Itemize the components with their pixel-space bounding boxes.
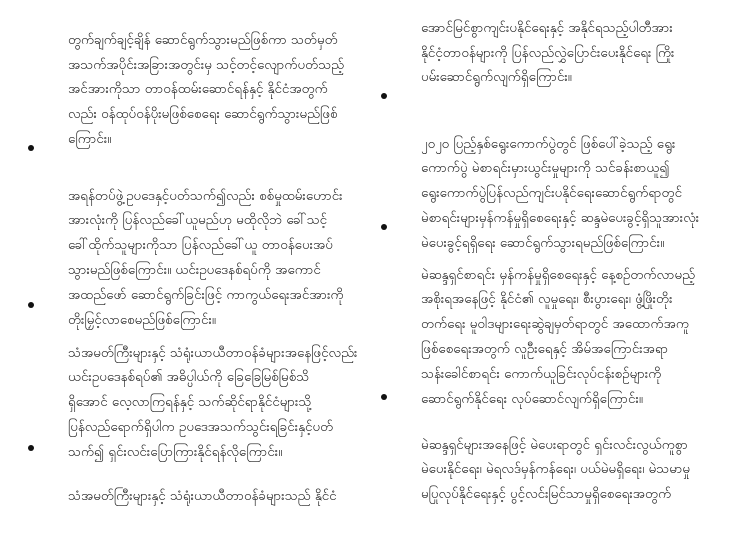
bullet-paragraph — [383, 384, 723, 533]
paragraph-text: တွက်ချက်ချင့်ချိန် ဆောင်ရွက်သွားမည်ဖြစ်ကာ သတ်မှတ် အသက်အပိုင်းအခြားအတွင်းမှ သင့်တင့်လျောက်ပတ်သည့် အင်အားကိုသာ တာဝန်ထမ်းဆောင်ရန်နှင့် နိုင်ငံအတွက် လည်း ဝန်ထုပ်ဝန်ပိုးမဖြစ်စေရေး ဆောင်ရွက်သွားမည်ဖြစ် ကြောင်း။ — [68, 32, 345, 147]
bullet-dot — [28, 445, 34, 451]
bullet-dot — [381, 394, 387, 400]
bullet-dot — [28, 302, 34, 308]
paragraph-text: သံအမတ်ကြီးများနှင့် သံရုံးယာယီတာဝန်ခံများအနေဖြင့်လည်း ယင်းဥပဒေနစ်ရပ်၏ အဓိပ္ပါယ်ကို ခြေခြေမြစ်မြစ်သိ ရှိအောင် လေ့လာကြရန်နှင့် သက်ဆိုင်ရာနိုင်ငံများသို့ ပြန်လည်ရောက်ရှိပါက ဥပဒေအသက်သွင်းရခြင်းနှင့်ပတ် သက်၍ ရှင်းလင်းပြောကြားနိုင်ရန်လိုကြောင်း။ — [68, 345, 358, 460]
bullet-dot — [28, 145, 34, 151]
paragraph-text: ၂၀၂၀ ပြည့်နှစ်ရွေးကောက်ပွဲတွင် ဖြစ်ပေါ်ခဲ့သည့် ရွေး ကောက်ပွဲ မဲစာရင်းမှားယွင်းမှုများကို သင်ခန်းစာယူ၍ ရွေးကောက်ပွဲပြန်လည်ကျင်းပနိုင်ရေးဆောင်ရွက်ရာတွင် မဲစာရင်းများမှန်ကန်မှုရှိစေရေးနှင့် ဆန္ဒမဲပေးခွင့်ရှိသူအားလုံး မဲပေးခွင့်ရရှိရေး ဆောင်ရွက်သွားရမည်ဖြစ်ကြောင်း။ — [421, 136, 700, 251]
bullet-dot — [381, 93, 387, 99]
paragraph-text: မဲဆန္ဒရှင်များအနေဖြင့် မဲပေးရာတွင် ရှင်းလင်းလွယ်ကူစွာ မဲပေးနိုင်ရေး၊ မဲရလဒ်မှန်ကန်ရေး၊ ပယ်မဲမရှိရေး၊ မဲသမာမှု မပြုလုပ်နိုင်ရေးနှင့် ပွင့်လင်းမြင်သာမှုရှိစေရေးအတွက် — [421, 437, 691, 503]
paragraph-text: အရန်တပ်ဖွဲ့ဥပဒေနှင့်ပတ်သက်၍လည်း စစ်မှုထမ်းဟောင်း အားလုံးကို ပြန်လည်ခေါ်ယူမည်ဟု မထိုလိုဘဲ ခေါ်သင့် ခေါ်ထိုက်သူများကိုသာ ပြန်လည်ခေါ်ယူ တာဝန်ပေးအပ် သွားမည်ဖြစ်ကြောင်း။ ယင်းဥပဒေနစ်ရပ်ကို အကောင် အထည်ဖော် ဆောင်ရွက်ခြင်းဖြင့် ကာကွယ်ရေးအင်အားကို တိုးမြှင့်လာစေမည်ဖြစ်ကြောင်း။ — [68, 188, 344, 328]
bullet-paragraph — [30, 435, 370, 534]
paragraph-text: အောင်မြင်စွာကျင်းပနိုင်ရေးနှင့် အနိုင်ရသည့်ပါတီအား နိုင်ငံ့တာဝန်များကို ပြန်လည်လွှဲပြောင်းပေးနိုင်ရေး ကြိုး ပမ်းဆောင်ရွက်လျက်ရှိကြောင်း။ — [421, 20, 675, 86]
paragraph-text: သံအမတ်ကြီးများနှင့် သံရုံးယာယီတာဝန်ခံများသည် နိုင်ငံ — [68, 488, 337, 504]
paragraph-text: မဲဆန္ဒရှင်စာရင်း မှန်ကန်မှုရှိစေရေးနှင့် နေ့စဉ်တက်လာမည့် အစိုးရအနေဖြင့် နိုင်ငံ၏ လူမှုရေး၊ စီးပွားရေး၊ ဖွံ့ဖြိုးတိုး တက်ရေး မူဝါဒများရေးဆွဲချမှတ်ရာတွင် အထောက်အကူ ဖြစ်စေရေးအတွက် လူဦးရေနှင့် အိမ်အကြောင်းအရာ သန်းခေါင်စာရင်း ကောက်ယူခြင်းလုပ်ငန်းစဉ်များကို ဆောင်ရွက်နိုင်ရေး လုပ်ဆောင်လျက်ရှိကြောင်း။ — [421, 267, 696, 407]
bullet-dot — [381, 224, 387, 230]
